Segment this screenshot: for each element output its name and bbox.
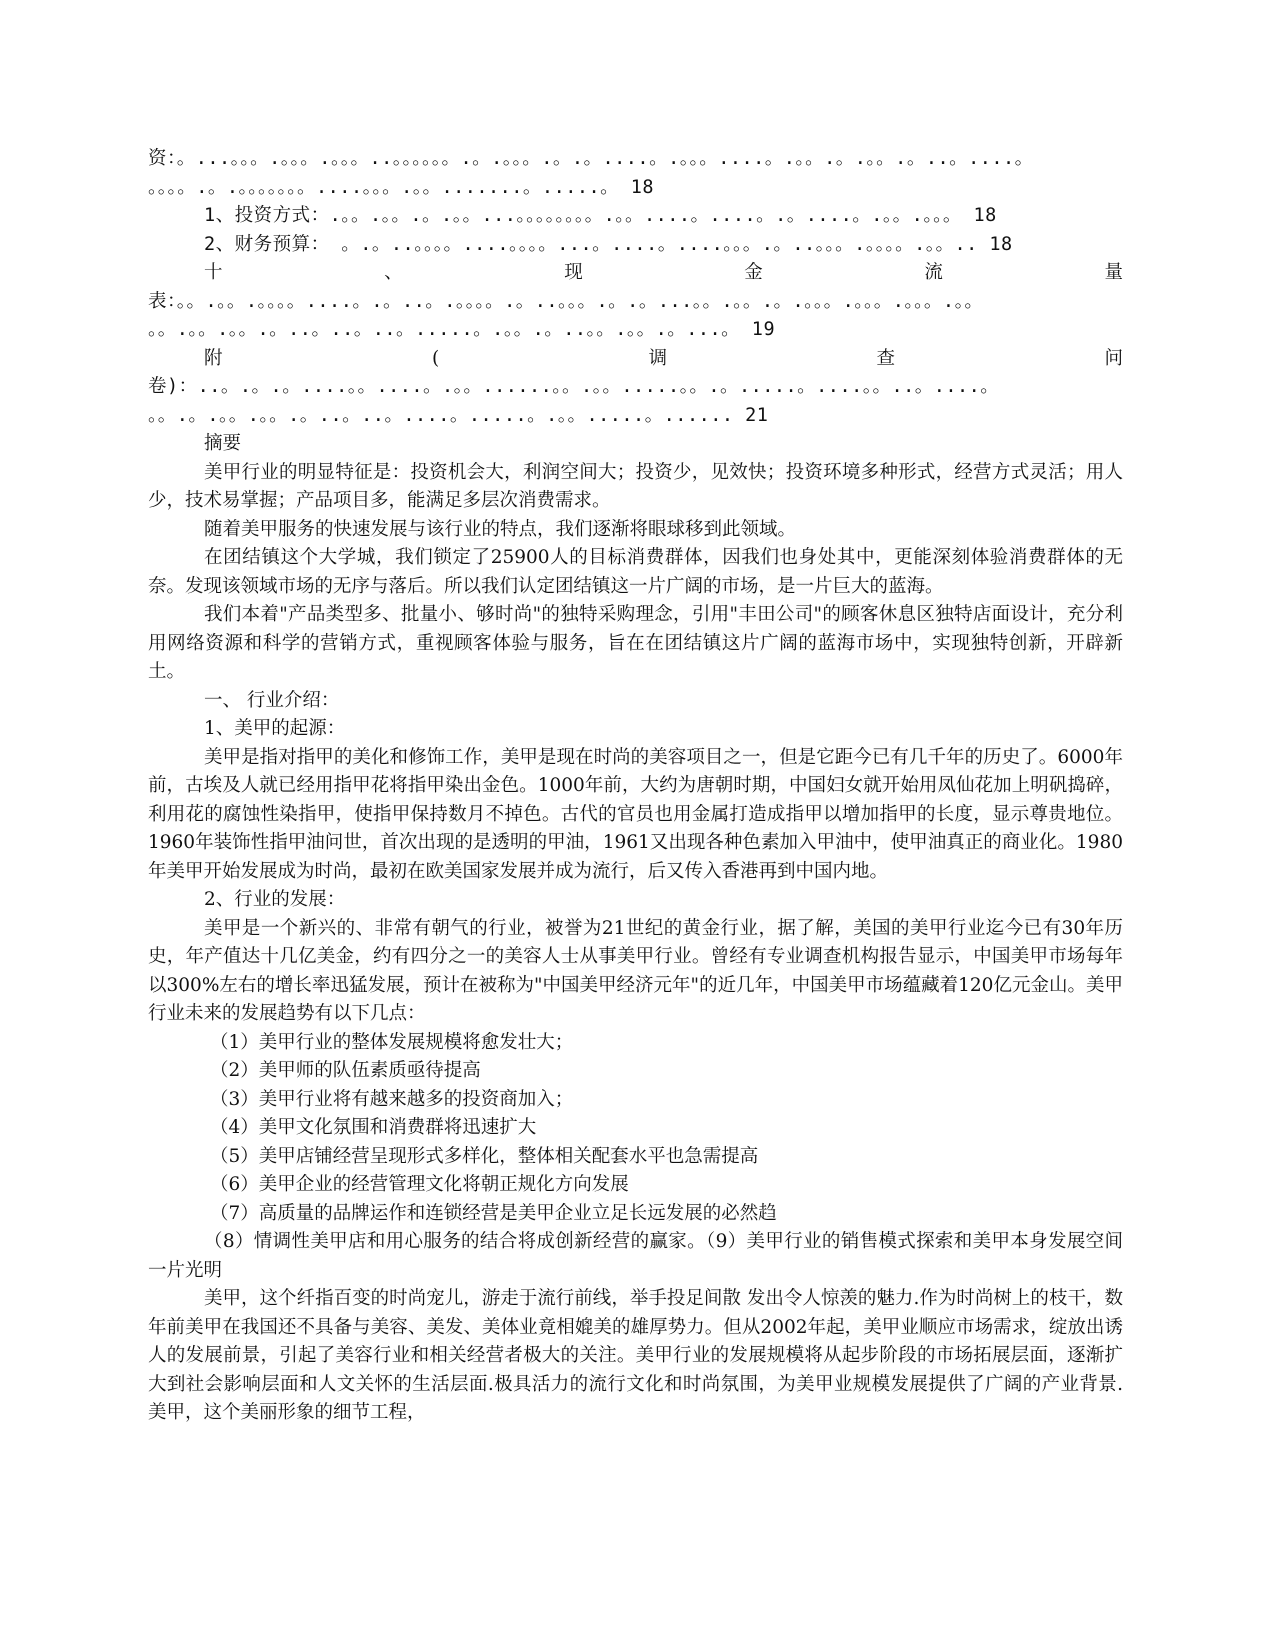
toc-line: 。。。。.。.。。。。。。。....。。。.。。.......。.....。 18	[148, 176, 655, 198]
list-item: （3）美甲行业将有越来越多的投资商加入；	[210, 1088, 574, 1110]
toc-line: 2、财务预算： 。.。..。。。。....。。。。...。....。....。。。.。..。。。.。。。。.。。.. 18	[204, 233, 1013, 255]
section-heading: 一、 行业介绍：	[204, 689, 340, 711]
list-item: （5）美甲店铺经营呈现形式多样化，整体相关配套水平也急需提高	[210, 1145, 759, 1167]
list-item: （1）美甲行业的整体发展规模将愈发壮大；	[210, 1031, 574, 1053]
list-item: （7）高质量的品牌运作和连锁经营是美甲企业立足长远发展的必然趋	[210, 1202, 777, 1224]
paragraph: 美甲，这个纤指百变的时尚宠儿，游走于流行前线，举手投足间散 发出令人惊羡的魅力.作为时尚树上的枝干，数年前美甲在我国还不具备与美容、美发、美体业竟相媲美的雄厚势力。但从2002年起，美甲业顺应市场需求，绽放出诱人的发展前景，引起了美容行业和相关经营者极大的关注。美甲行业的发展规模将从起步阶段的市场拓展层面，逐渐扩大到社会影响层面和人文关怀的生活层面.极具活力的流行文化和时尚氛围，为美甲业规模发展提供了广阔的产业背景. 美甲，这个美丽形象的细节工程，	[148, 1288, 1123, 1423]
toc-word: 查	[876, 347, 896, 369]
toc-word: 现	[564, 262, 583, 283]
toc-line: 表：。。.。。.。。。。....。.。..。.。。。。.。..。。。.。.。...。。.。。.。.。。。.。。。.。。。.。。	[148, 290, 984, 312]
toc-word: 流	[924, 262, 943, 283]
toc-line: 资：。...。。。.。。。.。。。..。。。。。。.。.。。。.。.。....。.。。。....。.。。.。.。。.。..。....。	[148, 148, 1034, 169]
paragraph: 美甲是一个新兴的、非常有朝气的行业，被誉为21世纪的黄金行业，据了解，美国的美甲行业迄今已有30年历史，年产值达十几亿美金，约有四分之一的美容人士从事美甲行业。曾经有专业调查机构报告显示，中国美甲市场每年以300%左右的增长率迅猛发展，预计在被称为"中国美甲经济元年"的近几年，中国美甲市场蕴藏着120亿元金山。美甲行业未来的发展趋势有以下几点：	[148, 917, 1123, 1024]
paragraph: 在团结镇这个大学城，我们锁定了25900人的目标消费群体，因我们也身处其中，更能深刻体验消费群体的无奈。发现该领域市场的无序与落后。所以我们认定团结镇这一片广阔的市场，是一片巨大的蓝海。	[148, 547, 1123, 597]
list-item: （2）美甲师的队伍素质亟待提高	[210, 1060, 481, 1081]
toc-line: 。。.。。.。。.。..。..。..。.....。.。。.。..。。.。。.。...。 19	[148, 319, 776, 340]
toc-word: 附	[204, 347, 223, 369]
toc-word: 量	[1104, 262, 1123, 283]
toc-word: 调	[648, 347, 668, 369]
toc-line-spread	[148, 259, 1123, 288]
toc-line: 。。.。.。。.。。.。..。..。....。.....。.。。.....。...... 21	[148, 404, 769, 426]
toc-line: 卷)：..。.。.。....。。....。.。。......。。.。。.....。。.。.....。....。。..。....。	[148, 376, 1000, 397]
subsection-heading: 1、美甲的起源：	[204, 718, 346, 739]
subsection-heading: 2、行业的发展：	[204, 889, 346, 910]
toc-word: 金	[744, 262, 763, 283]
paragraph: 美甲是指对指甲的美化和修饰工作，美甲是现在时尚的美容项目之一，但是它距今已有几千年的历史了。6000年前，古埃及人就已经用指甲花将指甲染出金色。1000年前，大约为唐朝时期，中国妇女就开始用凤仙花加上明矾捣碎，利用花的腐蚀性染指甲，使指甲保持数月不掉色。古代的官员也用金属打造成指甲以增加指甲的长度，显示尊贵地位。1960年装饰性指甲油问世，首次出现的是透明的甲油，1961又出现各种色素加入甲油中，使甲油真正的商业化。1980年美甲开始发展成为时尚，最初在欧美国家发展并成为流行，后又传入香港再到中国内地。	[148, 746, 1123, 882]
paragraph: 美甲行业的明显特征是：投资机会大，利润空间大；投资少，见效快；投资环境多种形式，经营方式灵活；用人少，技术易掌握；产品项目多，能满足多层次消费需求。	[148, 461, 1123, 511]
toc-line-spread	[148, 345, 1123, 374]
toc-word: 、	[384, 262, 403, 283]
toc-word: (	[431, 347, 440, 369]
list-item: （4）美甲文化氛围和消费群将迅速扩大	[210, 1117, 537, 1138]
list-item: （6）美甲企业的经营管理文化将朝正规化方向发展	[210, 1174, 629, 1195]
summary-heading: 摘要	[204, 433, 242, 454]
paragraph: （8）情调性美甲店和用心服务的结合将成创新经营的赢家。（9）美甲行业的销售模式探索和美甲本身发展空间一片光明	[148, 1231, 1123, 1281]
toc-line: 1、投资方式：.。。.。。.。.。。...。。。。。。。。.。。....。....。.。....。.。。.。。。 18	[204, 205, 997, 226]
paragraph: 我们本着"产品类型多、批量小、够时尚"的独特采购理念，引用"丰田公司"的顾客休息区独特店面设计，充分利用网络资源和科学的营销方式，重视顾客体验与服务，旨在在团结镇这片广阔的蓝海市场中，实现独特创新，开辟新土。	[148, 604, 1123, 682]
paragraph: 随着美甲服务的快速发展与该行业的特点，我们逐渐将眼球移到此领域。	[204, 518, 797, 540]
toc-word: 十	[204, 262, 223, 283]
toc-word: 问	[1104, 347, 1123, 369]
document-page	[148, 145, 1123, 1428]
